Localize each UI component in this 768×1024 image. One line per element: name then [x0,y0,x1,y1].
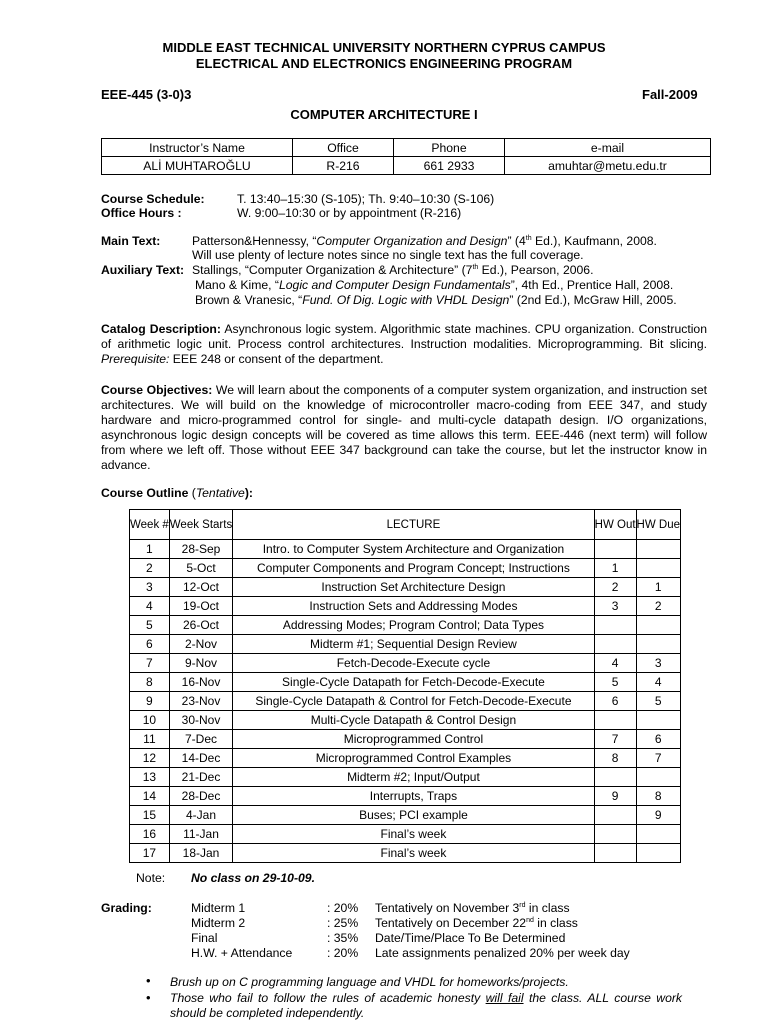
hw-due [636,825,680,844]
lecture-topic: Instruction Set Architecture Design [233,578,594,597]
table-row [130,673,681,692]
grading-item-percent: : 20% [327,901,359,915]
hw-out: 8 [594,749,636,768]
hw-out: 9 [594,787,636,806]
table-row [130,730,681,749]
hw-due: 8 [636,787,680,806]
course-outline-heading: Course Outline (Tentative): [101,486,253,500]
week-start: 19-Oct [169,597,232,616]
hw-due [636,768,680,787]
instructor-office: R-216 [293,157,394,175]
lecture-topic: Buses; PCI example [233,806,594,825]
outline-header-hw-out: HW Out [594,510,636,540]
hw-due [636,635,680,654]
course-code: EEE-445 (3-0)3 [101,87,192,102]
bullet-dot: • [146,973,151,988]
lecture-topic: Instruction Sets and Addressing Modes [233,597,594,616]
course-title: COMPUTER ARCHITECTURE I [290,107,478,122]
table-row [130,559,681,578]
hw-out: 7 [594,730,636,749]
note-label: Note: [136,871,166,885]
hw-due: 3 [636,654,680,673]
instructor-header-office: Office [293,139,394,157]
week-number: 1 [130,540,170,559]
grading-item-name: Midterm 1 [191,901,246,915]
week-number: 2 [130,559,170,578]
office-hours-label: Office Hours : [101,206,182,220]
grading-item-name: Final [191,931,218,945]
table-row [130,825,681,844]
hw-out: 2 [594,578,636,597]
week-number: 5 [130,616,170,635]
bullet-dot: • [146,990,151,1005]
week-number: 9 [130,692,170,711]
aux-text-1: Stallings, “Computer Organization & Architecture” (7th Ed.), Pearson, 2006. [192,263,594,277]
instructor-header-name: Instructor’s Name [102,139,293,157]
week-start: 28-Dec [169,787,232,806]
hw-due: 7 [636,749,680,768]
lecture-topic: Final’s week [233,825,594,844]
hw-out [594,768,636,787]
bullet-academic-honesty: Those who fail to follow the rules of academic honesty will fail the class. ALL course work should be completed independently. [170,991,682,1020]
week-number: 3 [130,578,170,597]
week-start: 18-Jan [169,844,232,863]
instructor-email: amuhtar@metu.edu.tr [505,157,711,175]
schedule-label: Course Schedule: [101,192,205,206]
week-number: 16 [130,825,170,844]
table-row [130,635,681,654]
grading-label: Grading: [101,901,152,915]
week-start: 9-Nov [169,654,232,673]
university-title: MIDDLE EAST TECHNICAL UNIVERSITY NORTHERN CYPRUS CAMPUS [162,40,606,55]
office-hours-value: W. 9:00–10:30 or by appointment (R-216) [237,206,462,220]
week-start: 11-Jan [169,825,232,844]
week-start: 21-Dec [169,768,232,787]
week-start: 16-Nov [169,673,232,692]
hw-due [636,844,680,863]
outline-header-hw-due: HW Due [636,510,680,540]
hw-due [636,711,680,730]
hw-out [594,635,636,654]
hw-due: 4 [636,673,680,692]
main-text-label: Main Text: [101,234,161,248]
week-start: 30-Nov [169,711,232,730]
hw-out [594,825,636,844]
week-start: 26-Oct [169,616,232,635]
hw-out: 5 [594,673,636,692]
instructor-name: ALİ MUHTAROĞLU [102,157,293,175]
schedule-value: T. 13:40–15:30 (S-105); Th. 9:40–10:30 (S-106) [237,192,495,206]
week-number: 13 [130,768,170,787]
hw-due [636,559,680,578]
main-text-value: Patterson&Hennessy, “Computer Organization and Design” (4th Ed.), Kaufmann, 2008. [192,234,657,248]
week-start: 5-Oct [169,559,232,578]
grading-item-name: H.W. + Attendance [191,946,293,960]
hw-out: 6 [594,692,636,711]
hw-due: 9 [636,806,680,825]
hw-out [594,540,636,559]
program-title: ELECTRICAL AND ELECTRONICS ENGINEERING PROGRAM [195,56,573,71]
instructor-phone: 661 2933 [394,157,505,175]
grading-item-name: Midterm 2 [191,916,246,930]
term: Fall-2009 [642,87,698,102]
hw-out [594,616,636,635]
table-row [130,768,681,787]
hw-due: 2 [636,597,680,616]
bullet-c-vhdl: Brush up on C programming language and VHDL for homeworks/projects. [170,975,569,989]
table-row [130,711,681,730]
table-row [130,749,681,768]
week-number: 11 [130,730,170,749]
table-row [130,578,681,597]
week-start: 12-Oct [169,578,232,597]
hw-out: 4 [594,654,636,673]
aux-text-2: Mano & Kime, “Logic and Computer Design Fundamentals”, 4th Ed., Prentice Hall, 2008. [195,278,674,292]
course-outline-table [129,509,681,863]
week-start: 28-Sep [169,540,232,559]
note-text: No class on 29-10-09. [191,871,315,885]
grading-item-percent: : 35% [327,931,359,945]
week-start: 4-Jan [169,806,232,825]
grading-item-description: Tentatively on November 3rd in class [375,901,570,915]
lecture-topic: Microprogrammed Control [233,730,594,749]
instructor-header-phone: Phone [394,139,505,157]
table-row [130,692,681,711]
week-number: 14 [130,787,170,806]
lecture-topic: Addressing Modes; Program Control; Data Types [233,616,594,635]
main-text-note: Will use plenty of lecture notes since no single text has the full coverage. [192,248,584,262]
outline-header-starts: Week Starts [169,510,232,540]
week-number: 10 [130,711,170,730]
week-number: 6 [130,635,170,654]
table-row [130,654,681,673]
instructor-table [101,138,711,175]
hw-due: 1 [636,578,680,597]
hw-due: 5 [636,692,680,711]
lecture-topic: Intro. to Computer System Architecture and Organization [233,540,594,559]
table-row [130,806,681,825]
table-row [130,540,681,559]
lecture-topic: Fetch-Decode-Execute cycle [233,654,594,673]
lecture-topic: Single-Cycle Datapath for Fetch-Decode-Execute [233,673,594,692]
week-start: 2-Nov [169,635,232,654]
grading-item-description: Tentatively on December 22nd in class [375,916,578,930]
week-number: 7 [130,654,170,673]
grading-item-description: Date/Time/Place To Be Determined [375,931,566,945]
table-row [130,597,681,616]
hw-due: 6 [636,730,680,749]
week-start: 23-Nov [169,692,232,711]
lecture-topic: Computer Components and Program Concept; Instructions [233,559,594,578]
aux-text-3: Brown & Vranesic, “Fund. Of Dig. Logic with VHDL Design” (2nd Ed.), McGraw Hill, 2005. [195,293,677,307]
week-start: 14-Dec [169,749,232,768]
course-objectives: Course Objectives: We will learn about the components of a computer system organization, and instruction set architectures. We will build on the knowledge of microcontroller macro-coding from EEE 347, and study hardware and micro-programmed control for single- and multi-cycle datapath design. I/O organizations, asynchronous logic design concepts will be covered as time allows this term. EEE-446 (next term) will follow from where we left off. Those without EEE 347 background can take the course, but let the instructor know in advance. [101,383,707,472]
week-number: 12 [130,749,170,768]
week-number: 17 [130,844,170,863]
grading-item-description: Late assignments penalized 20% per week day [375,946,630,960]
instructor-header-email: e-mail [505,139,711,157]
lecture-topic: Microprogrammed Control Examples [233,749,594,768]
table-row [130,787,681,806]
grading-item-percent: : 25% [327,916,359,930]
outline-header-lecture: LECTURE [233,510,594,540]
table-row [130,844,681,863]
hw-due [636,616,680,635]
lecture-topic: Midterm #1; Sequential Design Review [233,635,594,654]
hw-out: 3 [594,597,636,616]
table-row [130,616,681,635]
lecture-topic: Multi-Cycle Datapath & Control Design [233,711,594,730]
grading-item-percent: : 20% [327,946,359,960]
hw-out [594,711,636,730]
aux-text-label: Auxiliary Text: [101,263,185,277]
lecture-topic: Interrupts, Traps [233,787,594,806]
hw-out [594,806,636,825]
hw-out [594,844,636,863]
week-number: 4 [130,597,170,616]
lecture-topic: Single-Cycle Datapath & Control for Fetch-Decode-Execute [233,692,594,711]
lecture-topic: Final’s week [233,844,594,863]
catalog-description: Catalog Description: Asynchronous logic system. Algorithmic state machines. CPU organization. Construction of arithmetic logic unit. Process control architectures. Instruction modalities. Microprogramming. Bit slicing. Prerequisite: EEE 248 or consent of the department. [101,322,707,366]
week-start: 7-Dec [169,730,232,749]
outline-header-week: Week # [130,510,170,540]
week-number: 8 [130,673,170,692]
hw-due [636,540,680,559]
lecture-topic: Midterm #2; Input/Output [233,768,594,787]
hw-out: 1 [594,559,636,578]
week-number: 15 [130,806,170,825]
